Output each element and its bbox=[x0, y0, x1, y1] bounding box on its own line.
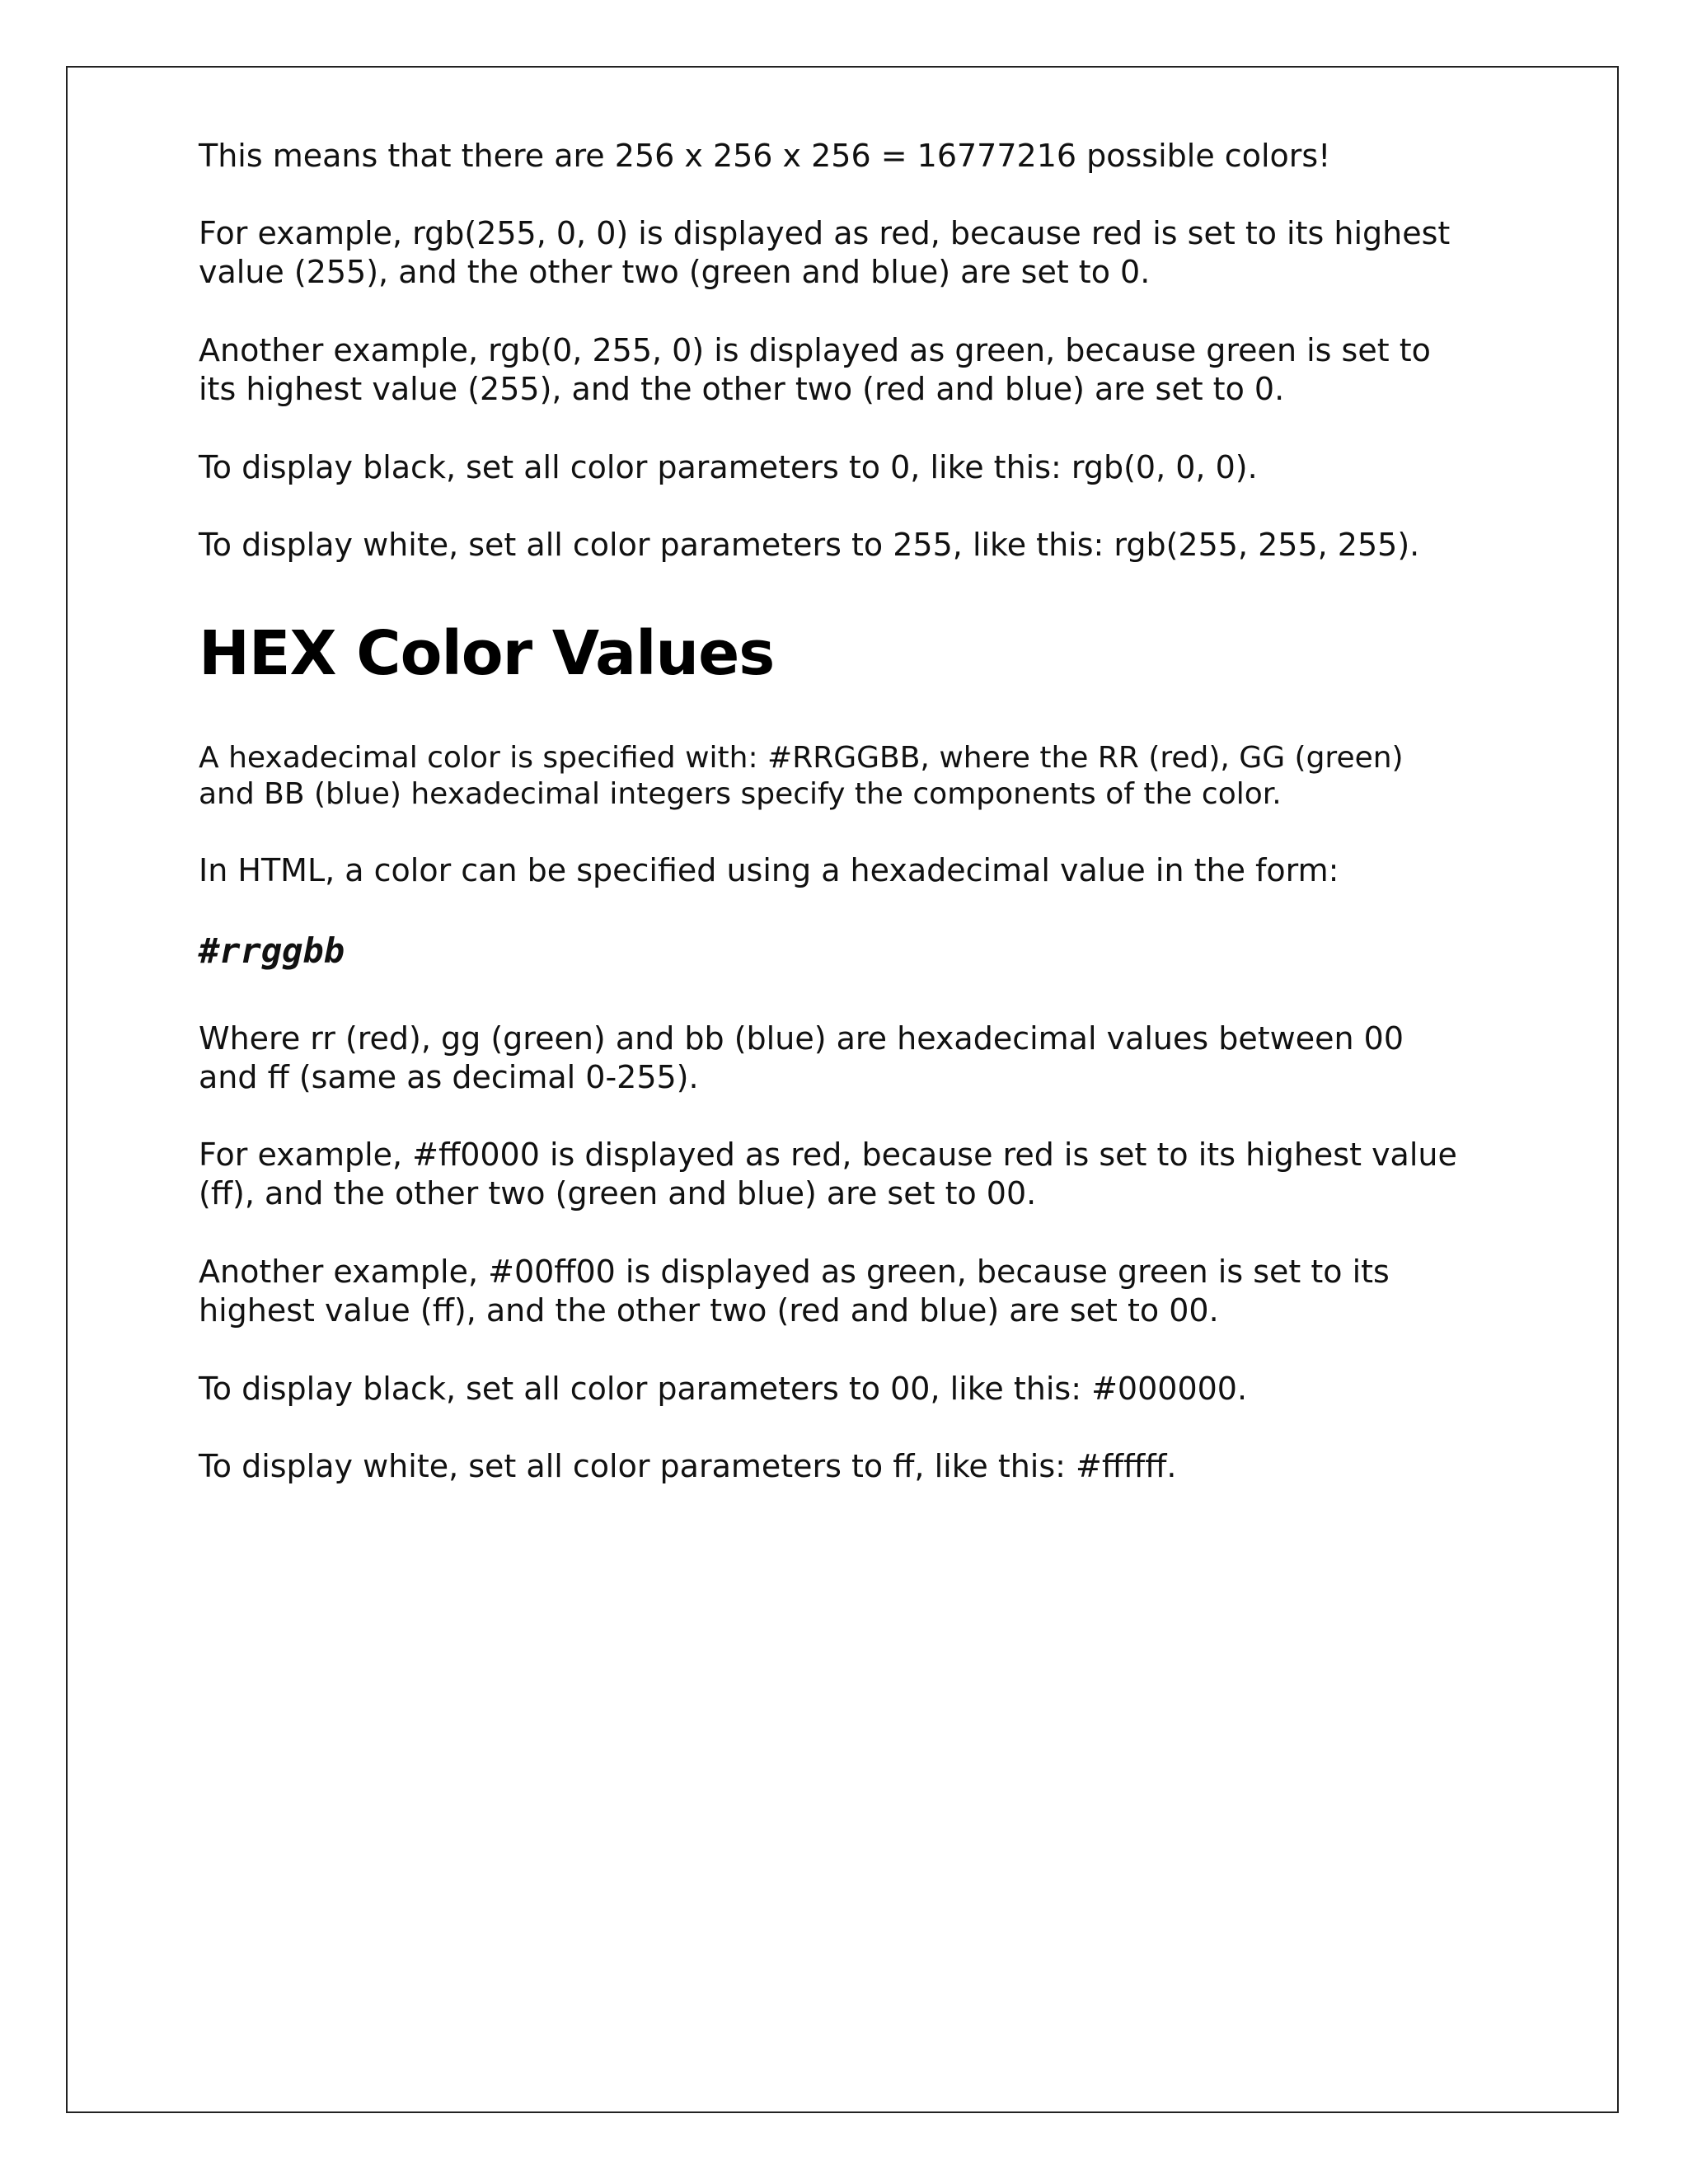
paragraph-rgb-black bbox=[199, 448, 1258, 487]
paragraph-hex-definition bbox=[199, 740, 1404, 813]
text-line: To display black, set all color parameters to 0, like this: rgb(0, 0, 0). bbox=[199, 449, 1258, 485]
paragraph-hex-white bbox=[199, 1447, 1177, 1486]
paragraph-rgb-white bbox=[199, 526, 1419, 565]
paragraph-hex-green-example bbox=[199, 1253, 1390, 1330]
text-line: To display white, set all color parameters to 255, like this: rgb(255, 255, 255). bbox=[199, 527, 1420, 563]
text-line: To display white, set all color parameters to ff, like this: #ffffff. bbox=[199, 1448, 1177, 1484]
text-line: For example, rgb(255, 0, 0) is displayed as red, because red is set to its highest bbox=[199, 215, 1451, 251]
text-line: and ff (same as decimal 0-255). bbox=[199, 1059, 699, 1095]
text-line: This means that there are 256 x 256 x 256 = 16777216 possible colors! bbox=[199, 138, 1331, 174]
text-line: Where rr (red), gg (green) and bb (blue) are hexadecimal values between 00 bbox=[199, 1020, 1404, 1057]
text-line: (ff), and the other two (green and blue) are set to 00. bbox=[199, 1175, 1037, 1212]
text-line: In HTML, a color can be specified using a hexadecimal value in the form: bbox=[199, 852, 1339, 888]
text-line: value (255), and the other two (green and blue) are set to 0. bbox=[199, 254, 1151, 290]
paragraph-hex-red-example bbox=[199, 1136, 1457, 1213]
paragraph-hex-range bbox=[199, 1019, 1404, 1097]
paragraph-possible-colors bbox=[199, 137, 1330, 176]
text-line: For example, #ff0000 is displayed as red, because red is set to its highest value bbox=[199, 1137, 1457, 1173]
text-line: Another example, #00ff00 is displayed as green, because green is set to its bbox=[199, 1254, 1390, 1290]
code-heading-rrggbb: #rrggbb bbox=[199, 930, 345, 971]
text-line: Another example, rgb(0, 255, 0) is displayed as green, because green is set to bbox=[199, 332, 1431, 368]
paragraph-rgb-green-example bbox=[199, 331, 1431, 409]
paragraph-rgb-red-example bbox=[199, 214, 1450, 292]
text-line: A hexadecimal color is specified with: #RRGGBB, where the RR (red), GG (green) bbox=[199, 741, 1404, 775]
text-line: highest value (ff), and the other two (red and blue) are set to 00. bbox=[199, 1292, 1219, 1329]
paragraph-hex-black bbox=[199, 1370, 1247, 1408]
text-line: and BB (blue) hexadecimal integers specify the components of the color. bbox=[199, 777, 1282, 811]
section-heading-hex-color-values: HEX Color Values bbox=[199, 618, 775, 689]
paragraph-hex-form bbox=[199, 851, 1339, 890]
text-line: To display black, set all color parameters to 00, like this: #000000. bbox=[199, 1371, 1248, 1407]
text-line: its highest value (255), and the other two (red and blue) are set to 0. bbox=[199, 371, 1285, 407]
